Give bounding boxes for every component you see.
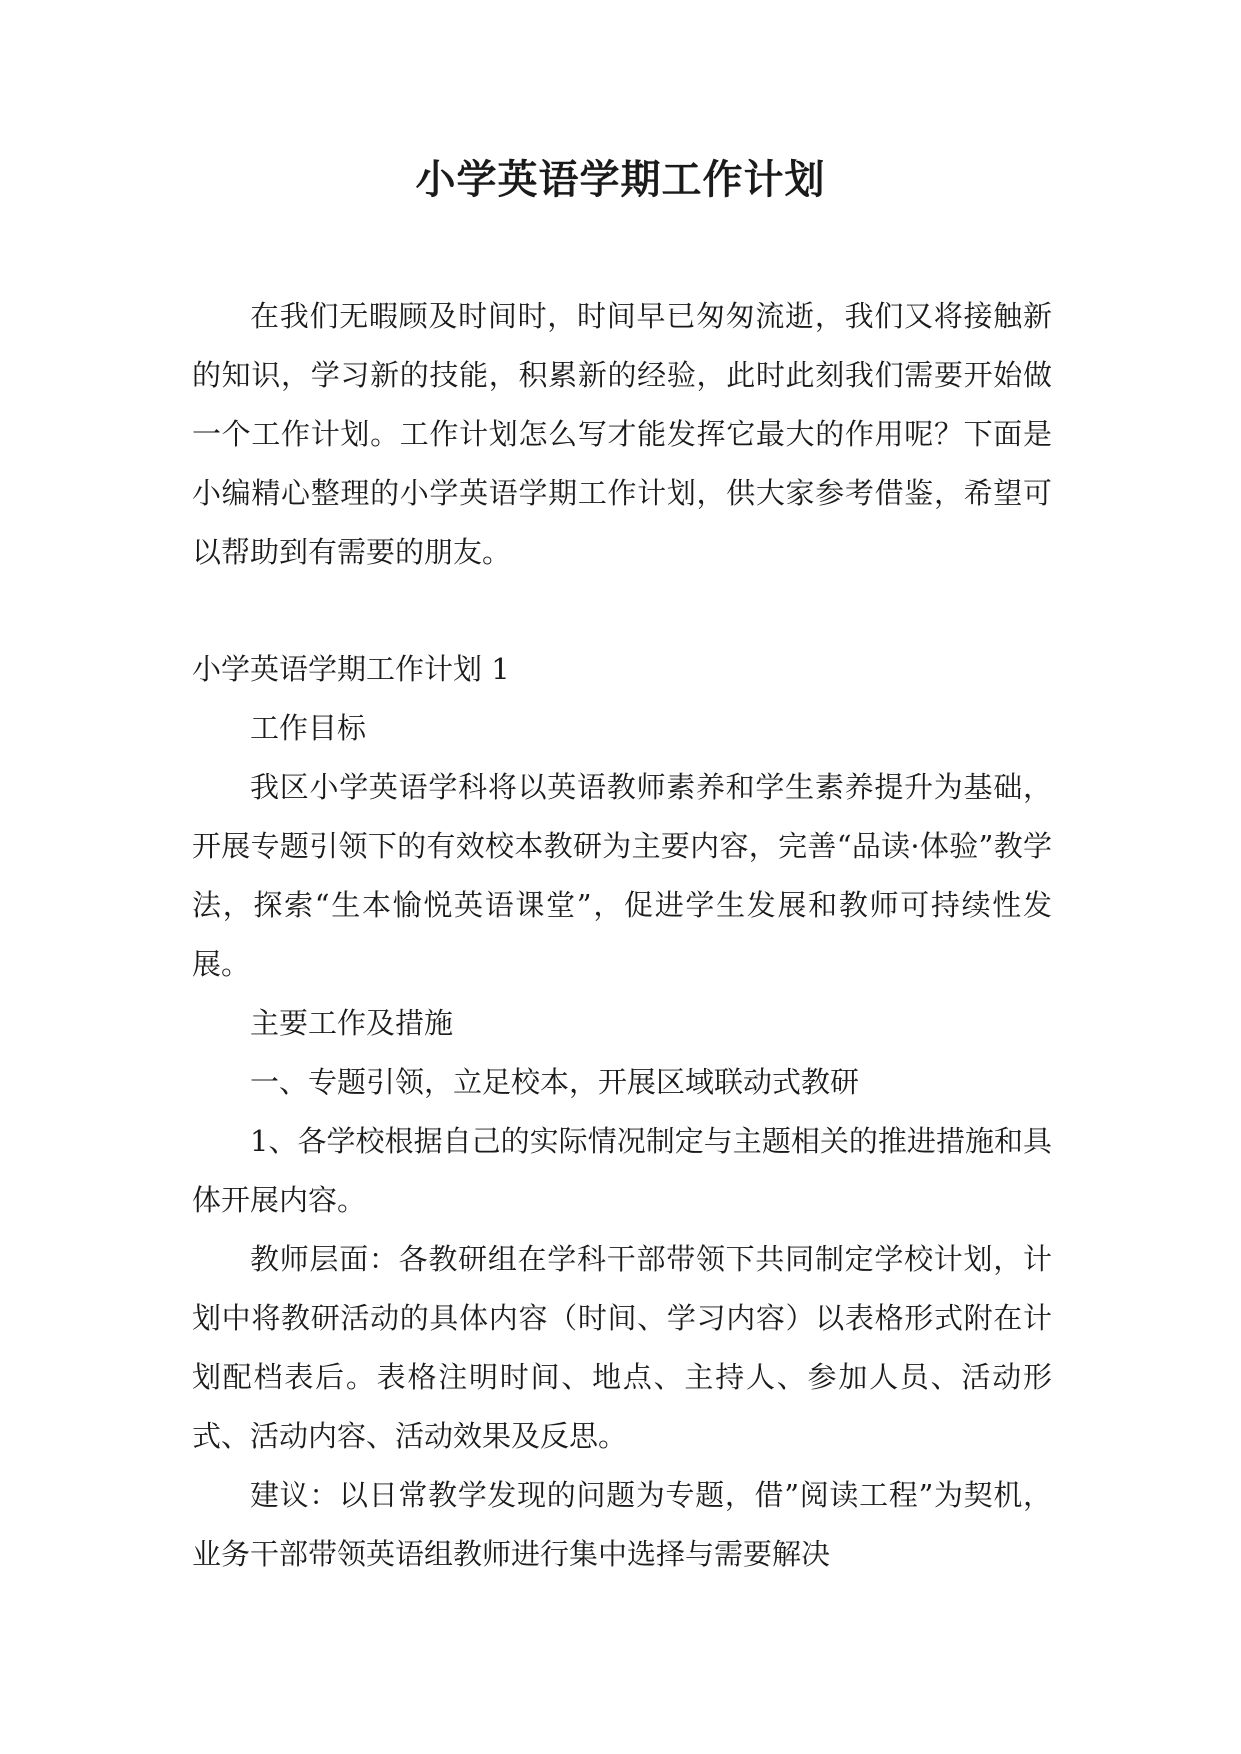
document-title: 小学英语学期工作计划 [415, 156, 826, 203]
main-content [192, 640, 1052, 1584]
paragraph-item-1: 1、各学校根据自己的实际情况制定与主题相关的推进措施和具体开展内容。 [192, 1124, 1052, 1217]
paragraph-measures-heading: 主要工作及措施 [250, 1006, 454, 1040]
section-heading: 小学英语学期工作计划 1 [192, 652, 510, 686]
paragraph-goal-heading: 工作目标 [250, 711, 367, 745]
paragraph-teacher-level: 教师层面：各教研组在学科干部带领下共同制定学校计划，计划中将教研活动的具体内容（时间、学习内容）以表格形式附在计划配档表后。表格注明时间、地点、主持人、参加人员、活动形式、活动内容、活动效果及反思。 [192, 1242, 1052, 1453]
paragraph-suggestion: 建议：以日常教学发现的问题为专题，借”阅读工程”为契机，业务干部带领英语组教师进行集中选择与需要解决 [192, 1478, 1052, 1571]
paragraph-goal: 我区小学英语学科将以英语教师素养和学生素养提升为基础，开展专题引领下的有效校本教研为主要内容，完善“品读·体验”教学法，探索“生本愉悦英语课堂”，促进学生发展和教师可持续性发展。 [192, 770, 1052, 981]
paragraph-item-one: 一、专题引领，立足校本，开展区域联动式教研 [250, 1065, 860, 1099]
intro-paragraph: 在我们无暇顾及时间时，时间早已匆匆流逝，我们又将接触新的知识，学习新的技能，积累新的经验，此时此刻我们需要开始做一个工作计划。工作计划怎么写才能发挥它最大的作用呢？下面是小编精心整理的小学英语学期工作计划，供大家参考借鉴，希望可以帮助到有需要的朋友。 [192, 299, 1052, 569]
intro-block [192, 287, 1052, 582]
